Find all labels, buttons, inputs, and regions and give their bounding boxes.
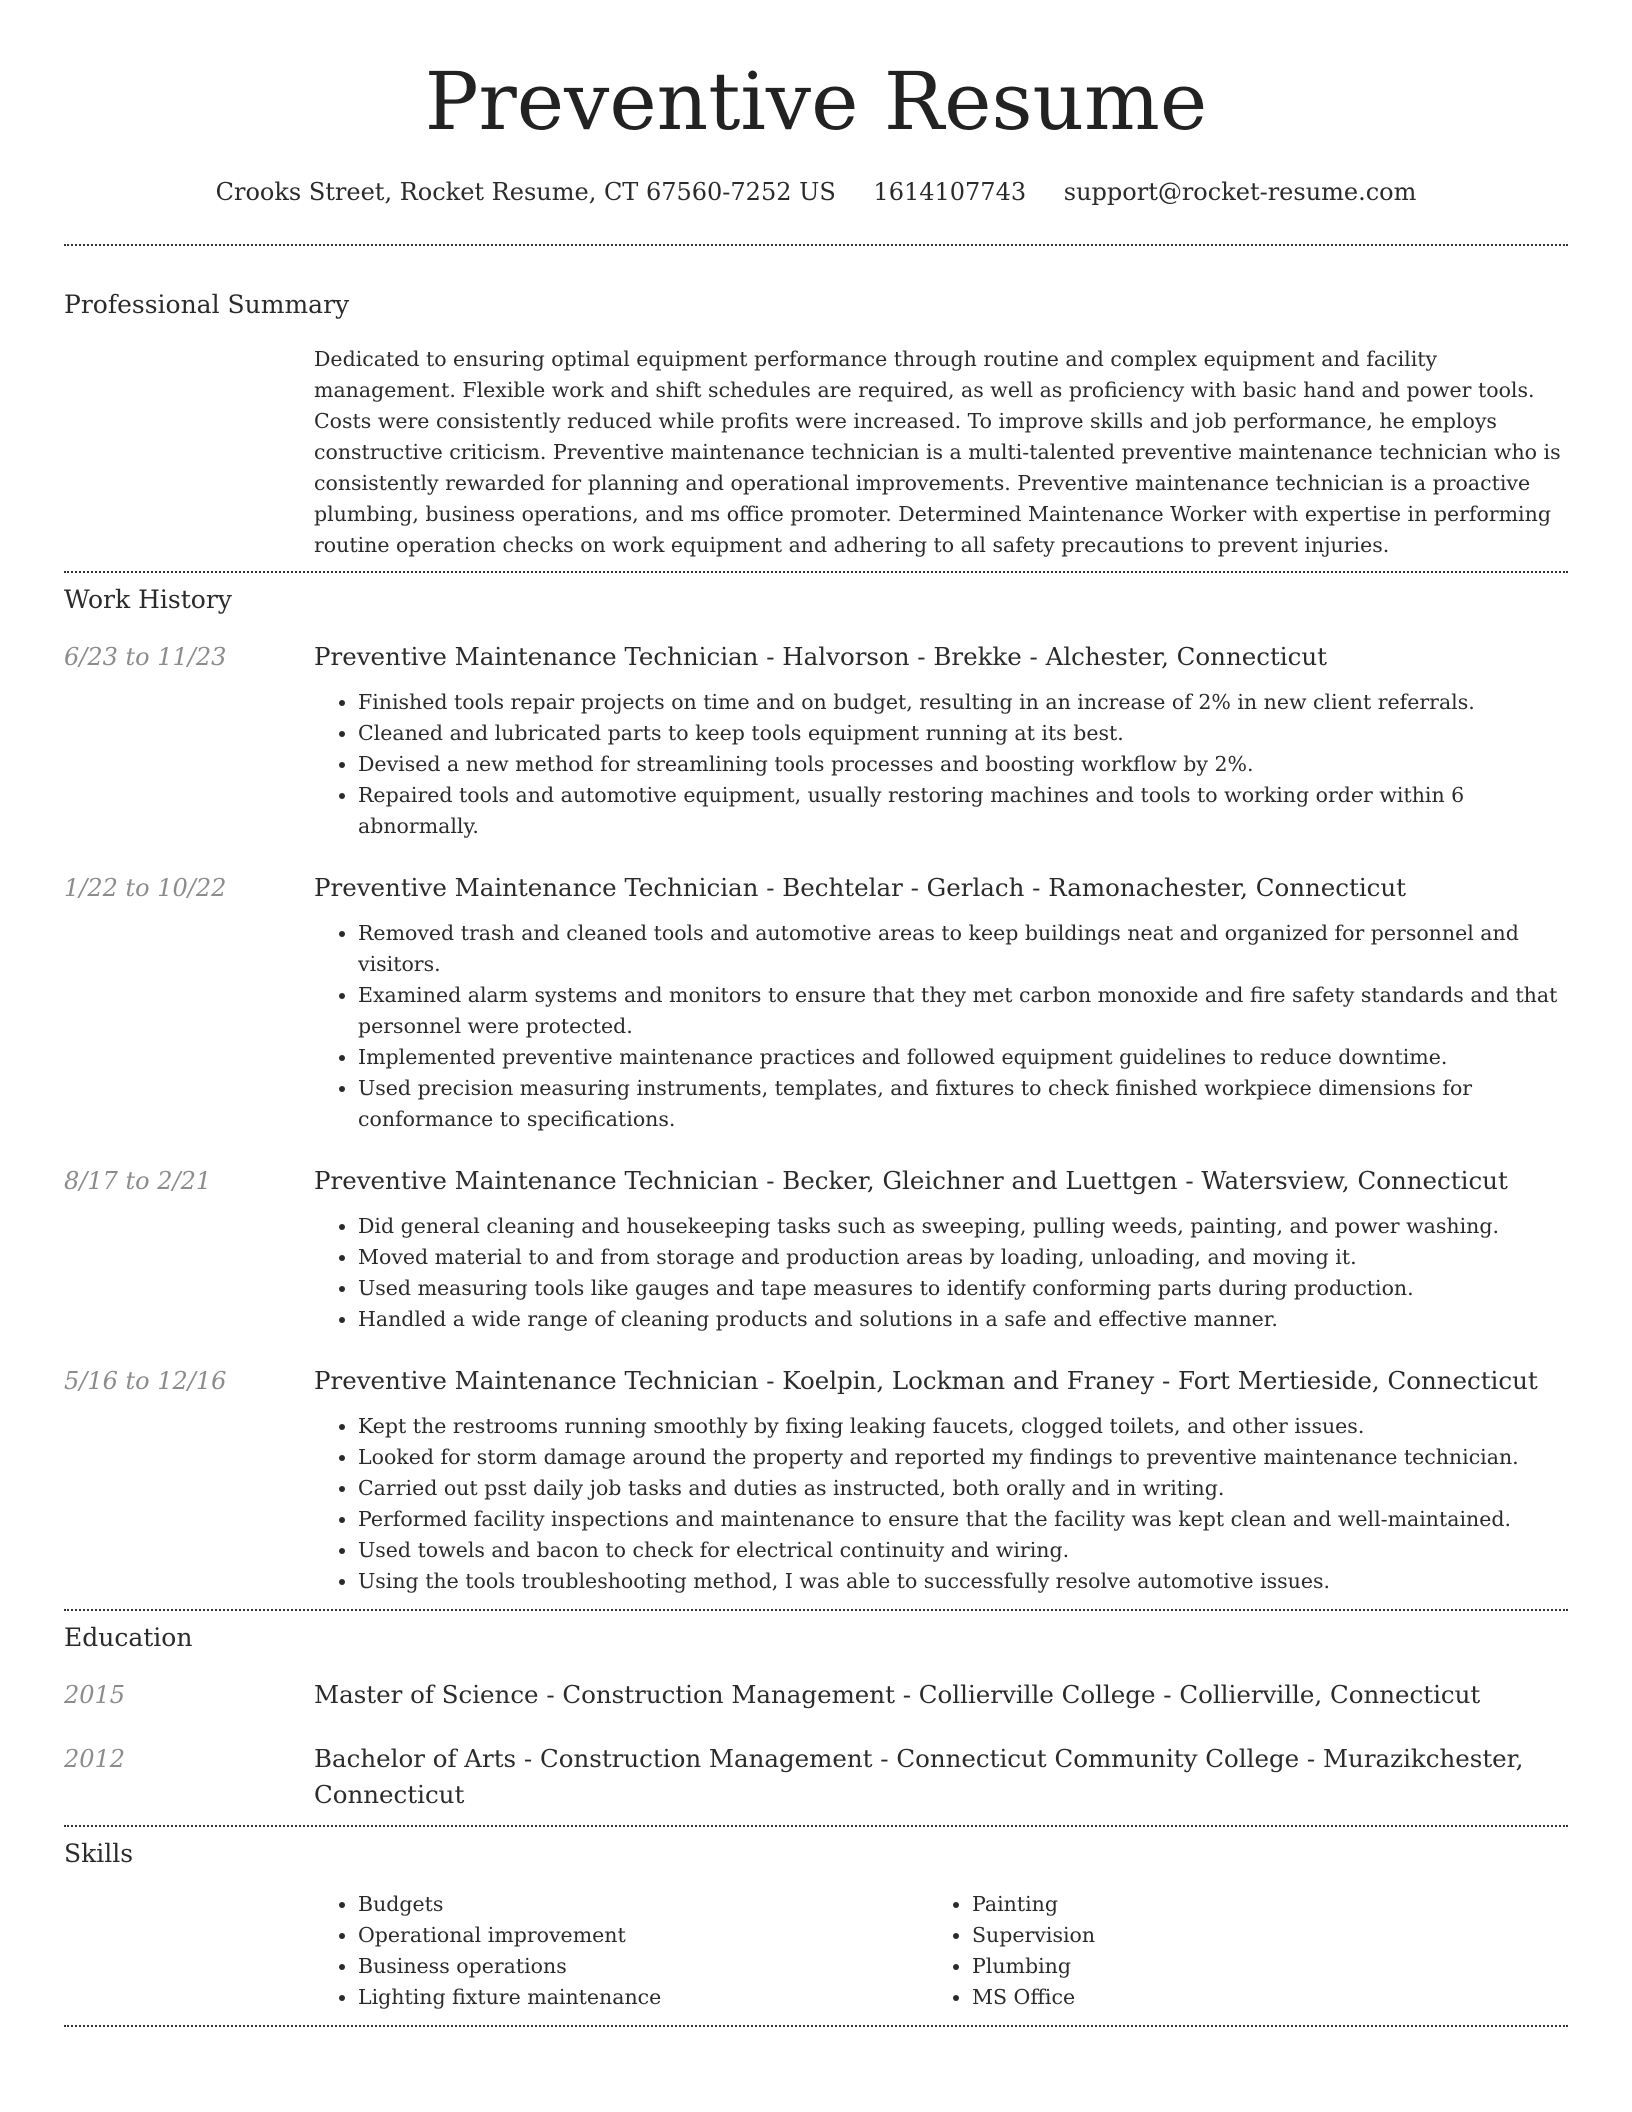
section-divider [64,244,1568,246]
job-bullet: • Used measuring tools like gauges and tape measures to identify conforming parts during production. [358,1273,1568,1304]
skill-item: • Budgets [358,1889,928,1920]
job-title: Preventive Maintenance Technician - Koelpin, Lockman and Franey - Fort Mertieside, Connecticut [314,1366,1538,1395]
education-date: 2012 [64,1745,126,1773]
job-bullet: • Cleaned and lubricated parts to keep tools equipment running at its best. [358,718,1568,749]
education-text: Master of Science - Construction Management - Collierville College - Collierville, Connecticut [314,1680,1481,1709]
skill-item: • Business operations [358,1951,928,1982]
section-divider [64,571,1568,573]
skills-column [314,1889,928,2013]
job-title: Preventive Maintenance Technician - Halvorson - Brekke - Alchester, Connecticut [314,642,1327,671]
job-bullets [314,1411,1568,1597]
job-bullet: • Using the tools troubleshooting method, I was able to successfully resolve automotive issues. [358,1566,1568,1597]
summary-text: Dedicated to ensuring optimal equipment performance through routine and complex equipment and facility management. Flexible work and shift schedules are required, as well as proficiency with basic hand and power tools. Costs were consistently reduced while profits were increased. To improve skills and job performance, he employs constructive criticism. Preventive maintenance technician is a multi-talented preventive maintenance technician who is consistently rewarded for planning and operational improvements. Preventive maintenance technician is a proactive plumbing, business operations, and ms office promoter. Determined Maintenance Worker with expertise in performing routine operation checks on work equipment and adhering to all safety precautions to prevent injuries. [314,347,1561,557]
skill-item: • Painting [972,1889,1472,1920]
job-bullet: • Devised a new method for streamlining tools processes and boosting workflow by 2%. [358,749,1568,780]
contact-address: Crooks Street, Rocket Resume, CT 67560-7252 US [215,178,836,206]
skills-list [314,1889,1568,2013]
job-bullet: • Carried out psst daily job tasks and duties as instructed, both orally and in writing. [358,1473,1568,1504]
job-bullet: • Finished tools repair projects on time and on budget, resulting in an increase of 2% in new client referrals. [358,687,1568,718]
job-body [314,639,1568,842]
job-entry [64,1163,1568,1335]
education-text: Bachelor of Arts - Construction Management - Connecticut Community College - Murazikchester, Connecticut [314,1744,1524,1809]
skill-item: • Supervision [972,1920,1472,1951]
skills-heading: Skills [64,1839,134,1868]
job-bullets [314,918,1568,1135]
education-entry [64,1677,1568,1713]
job-bullet: • Handled a wide range of cleaning products and solutions in a safe and effective manner. [358,1304,1568,1335]
section-divider [64,1609,1568,1611]
job-bullet: • Did general cleaning and housekeeping tasks such as sweeping, pulling weeds, painting, and power washing. [358,1211,1568,1242]
job-bullet: • Used precision measuring instruments, templates, and fixtures to check finished workpiece dimensions for conformance to specifications. [358,1073,1568,1135]
contact-line [64,174,1568,210]
contact-phone: 1614107743 [873,178,1027,206]
summary-heading: Professional Summary [64,290,350,319]
skill-item: • Plumbing [972,1951,1472,1982]
section-divider [64,1825,1568,1827]
job-bullet: • Used towels and bacon to check for electrical continuity and wiring. [358,1535,1568,1566]
job-body [314,1363,1568,1597]
job-bullet: • Moved material to and from storage and production areas by loading, unloading, and moving it. [358,1242,1568,1273]
job-bullet: • Performed facility inspections and maintenance to ensure that the facility was kept clean and well-maintained. [358,1504,1568,1535]
job-date: 5/16 to 12/16 [64,1367,227,1395]
job-bullet: • Looked for storm damage around the property and reported my findings to preventive maintenance technician. [358,1442,1568,1473]
job-date: 1/22 to 10/22 [64,874,227,902]
education-date: 2015 [64,1681,126,1709]
job-bullet: • Kept the restrooms running smoothly by fixing leaking faucets, clogged toilets, and other issues. [358,1411,1568,1442]
job-body [314,1163,1568,1335]
contact-email: support@rocket-resume.com [1063,178,1417,206]
job-title: Preventive Maintenance Technician - Becker, Gleichner and Luettgen - Watersview, Connecticut [314,1166,1508,1195]
job-bullet: • Repaired tools and automotive equipment, usually restoring machines and tools to working order within 6 abnormally. [358,780,1568,842]
skill-item: • Operational improvement [358,1920,928,1951]
education-entry [64,1741,1568,1813]
job-entry [64,1363,1568,1597]
job-title: Preventive Maintenance Technician - Bechtelar - Gerlach - Ramonachester, Connecticut [314,873,1407,902]
job-entry [64,870,1568,1135]
job-bullets [314,687,1568,842]
job-date: 8/17 to 2/21 [64,1167,212,1195]
job-bullet: • Examined alarm systems and monitors to ensure that they met carbon monoxide and fire safety standards and that personnel were protected. [358,980,1568,1042]
job-bullet: • Removed trash and cleaned tools and automotive areas to keep buildings neat and organized for personnel and visitors. [358,918,1568,980]
job-bullet: • Implemented preventive maintenance practices and followed equipment guidelines to reduce downtime. [358,1042,1568,1073]
skills-column [928,1889,1472,2013]
section-divider [64,2025,1568,2027]
job-date: 6/23 to 11/23 [64,643,227,671]
job-body [314,870,1568,1135]
job-entry [64,639,1568,842]
skill-item: • MS Office [972,1982,1472,2013]
work-history-heading: Work History [64,585,232,614]
job-bullets [314,1211,1568,1335]
education-heading: Education [64,1623,193,1652]
skill-item: • Lighting fixture maintenance [358,1982,928,2013]
resume-name: Preventive Resume [424,55,1208,148]
